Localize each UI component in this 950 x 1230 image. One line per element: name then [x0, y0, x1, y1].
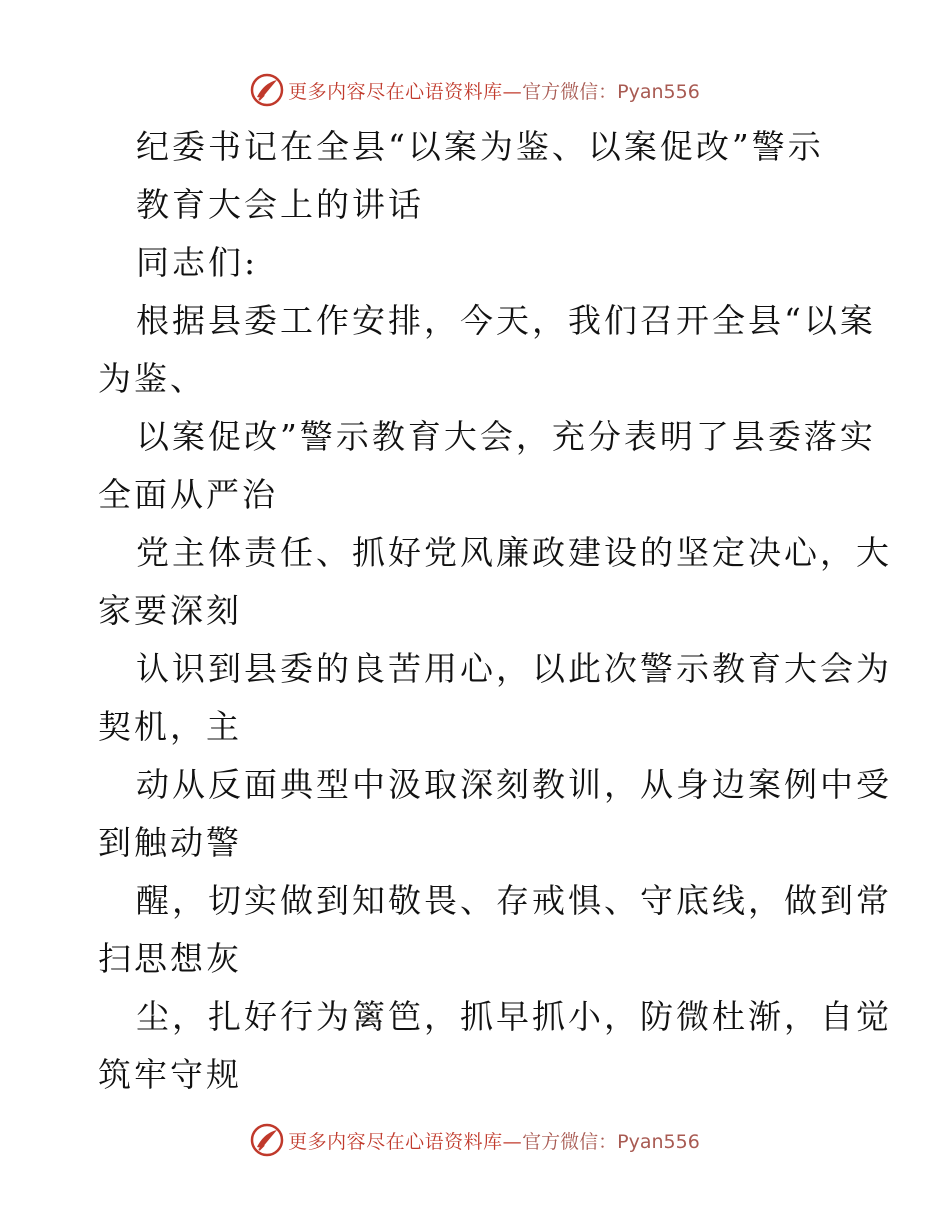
title-line-1: 纪委书记在全县“以案为鉴、以案促改”警示 [136, 127, 824, 166]
paragraph-line: 党主体责任、抓好党风廉政建设的坚定决心，大 [136, 533, 892, 572]
footer-banner [0, 1120, 950, 1160]
banner-contact: 官方微信：Pyan556 [522, 1130, 700, 1153]
banner-title: 更多内容尽在心语资料库— [288, 1130, 523, 1153]
banner-contact: 官方微信：Pyan556 [522, 80, 700, 103]
header-banner [0, 70, 950, 110]
paragraph-line: 家要深刻 [98, 591, 242, 630]
paragraph-line: 根据县委工作安排，今天，我们召开全县“以案 [136, 301, 876, 340]
paragraph-line: 动从反面典型中汲取深刻教训，从身边案例中受 [136, 765, 892, 804]
paragraph-line: 以案促改”警示教育大会，充分表明了县委落实 [136, 417, 876, 456]
paragraph-line: 尘，扎好行为篱笆，抓早抓小，防微杜渐，自觉 [136, 997, 892, 1036]
paragraph-line: 醒，切实做到知敬畏、存戒惧、守底线，做到常 [136, 881, 892, 920]
title-line-2: 教育大会上的讲话 [136, 185, 424, 224]
document-body [98, 118, 892, 1104]
paragraph-line: 扫思想灰 [98, 939, 242, 978]
paragraph-line: 筑牢守规 [98, 1055, 242, 1094]
paragraph-line: 全面从严治 [98, 475, 278, 514]
paragraph-line: 契机，主 [98, 707, 242, 746]
salutation: 同志们: [136, 243, 259, 282]
paragraph-line: 认识到县委的良苦用心，以此次警示教育大会为 [136, 649, 892, 688]
banner-title: 更多内容尽在心语资料库— [288, 80, 523, 103]
paragraph-line: 为鉴、 [98, 359, 206, 398]
quill-logo-icon [250, 1123, 284, 1157]
quill-logo-icon [250, 73, 284, 107]
paragraph-line: 到触动警 [98, 823, 242, 862]
